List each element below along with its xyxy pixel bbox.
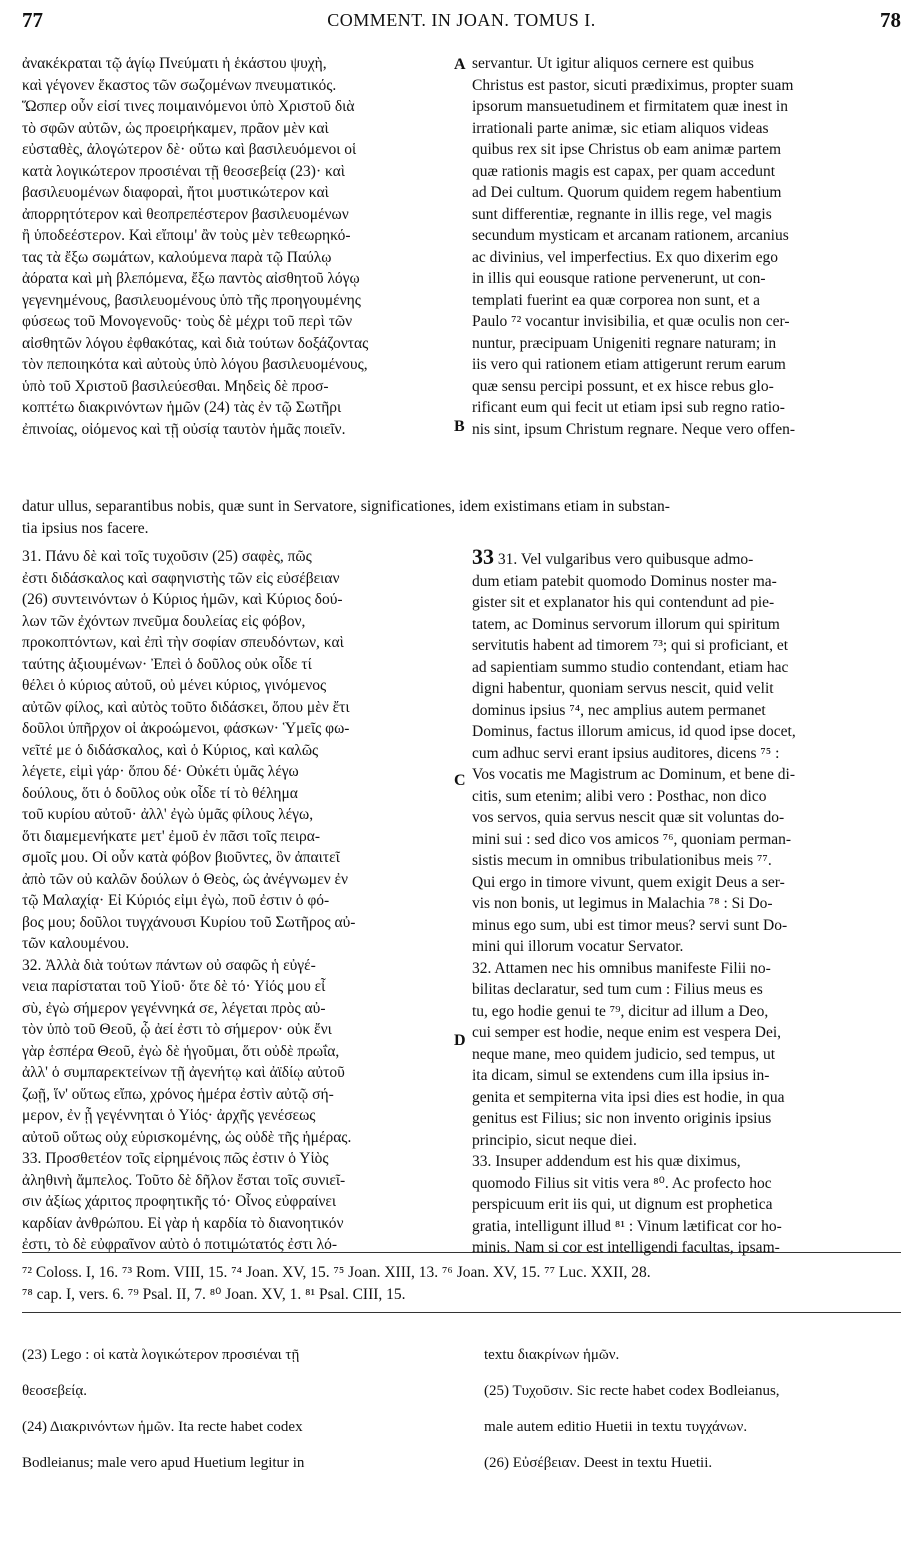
greek-text-line: προκοπτόντων, καὶ ἐπὶ τὴν σοφίαν σπευδόντων, καὶ bbox=[22, 634, 344, 651]
greek-text-line: τὸ σφῶν αὐτῶν, ὡς προειρήκαμεν, πρᾶον μὲν καὶ bbox=[22, 119, 329, 137]
latin-text-line: secundum mysticam et arcanam rationem, arcanius bbox=[472, 227, 789, 244]
latin-text-line: tu, ego hodie genui te ⁷⁹, dicitur ad illum a Deo, bbox=[472, 1002, 769, 1020]
greek-text-line: ἐστι, τὸ δὲ εὐφραῖνον αὐτὸ ὁ ποτιμώτατός ἐστι λό- bbox=[22, 1236, 338, 1253]
latin-text-line: principio, sicut neque diei. bbox=[472, 1131, 637, 1149]
latin-text-line: ac divinius, vel imperfectius. Ex quo dixerim ego bbox=[472, 248, 779, 266]
footnote-line: (24) Διακρινόντων ἡμῶν. Ita recte habet codex bbox=[22, 1419, 303, 1435]
greek-text-line: τῷ Μαλαχίᾳ· Εἰ Κύριός εἰμι ἐγὼ, ποῦ ἐστιν ὁ φό- bbox=[22, 892, 330, 909]
latin-text-line: genitus est Filius; sic non invento originis ipsius bbox=[472, 1110, 772, 1127]
greek-text-line: δούλους, ὅτι ὁ δοῦλος οὐκ οἶδε τί τὸ θέλημα bbox=[22, 784, 298, 802]
greek-text-line: κοπτέτω διακρινόντων ἡμῶν (24) τὰς ἐν τῷ Σωτῆρι bbox=[22, 399, 342, 416]
latin-text-line: neque mane, meo quidem judicio, sed tempus, ut bbox=[472, 1045, 776, 1063]
greek-text-line: σιν ἀξίως χάριτος προφητικῆς τό· Οἶνος εὐφραίνει bbox=[22, 1193, 337, 1210]
latin-text-line: templati fuerint ea quæ corporea non sunt, et a bbox=[472, 291, 760, 309]
column-number: 33 bbox=[472, 544, 494, 569]
greek-text-line: 33. Προσθετέον τοῖς εἰρημένοις πῶς ἐστιν ὁ Υἱὸς bbox=[22, 1150, 329, 1167]
greek-text-line: ἐστι διδάσκαλος καὶ σαφηνιστὴς τῶν εἰς εὐσέβειαν bbox=[22, 569, 340, 587]
latin-text-line: Paulo ⁷² vocantur invisibilia, et quæ oculis non cer- bbox=[472, 313, 790, 330]
latin-text-line: mini qui illorum vocatur Servator. bbox=[472, 938, 684, 955]
greek-text-line: ἀληθινὴ ἄμπελος. Τοῦτο δὲ δῆλον ἔσται τοῖς συνιεῖ- bbox=[22, 1171, 346, 1189]
footnote-line: (23) Lego : οἱ κατὰ λογικώτερον προσιέναι τῇ bbox=[22, 1347, 300, 1363]
latin-text-line: irrationali parte animæ, sic etiam aliquos videas bbox=[472, 119, 769, 137]
latin-text-line: dum etiam patebit quomodo Dominus noster ma- bbox=[472, 572, 777, 590]
footnotes-left bbox=[22, 1330, 452, 1489]
greek-text-line: ἐπινοίας, οἰόμενος καὶ τῇ οὐσίᾳ ταυτὸν ἡμᾶς ποιεῖν. bbox=[22, 420, 346, 438]
greek-text-line: τας τὰ ἔξω σωμάτων, καλούμενα παρὰ τῷ Παύλῳ bbox=[22, 248, 332, 266]
notes-divider bbox=[22, 1252, 901, 1253]
greek-text-line: τὸν ὑπὸ τοῦ Θεοῦ, ᾧ ἀεί ἐστι τὸ σήμερον· οὐκ ἔνι bbox=[22, 1021, 332, 1038]
latin-text-line: quæ rationis magis est capax, per quam accedunt bbox=[472, 162, 776, 180]
latin-text-line: sistis mecum in omnibus tribulationibus meis ⁷⁷. bbox=[472, 852, 772, 869]
greek-text-line: θέλει ὁ κύριος αὐτοῦ, οὐ μένει κύριος, γινόμενος bbox=[22, 677, 327, 694]
latin-text-line: minis. Nam si cor est intelligendi facultas, ipsam- bbox=[472, 1239, 780, 1256]
running-title: COMMENT. IN JOAN. TOMUS I. bbox=[327, 10, 596, 30]
latin-text-line: servantur. Ut igitur aliquos cernere est quibus bbox=[472, 55, 754, 72]
latin-text-line: Vos vocatis me Magistrum ac Dominum, et bene di- bbox=[472, 766, 796, 783]
latin-text-line: gister sit et explanator his qui contendunt ad pie- bbox=[472, 594, 775, 611]
greek-column-top bbox=[22, 53, 452, 440]
latin-text-line: rificant eum qui fecit ut etiam ipsi sub regno ratio- bbox=[472, 399, 785, 416]
greek-text-line: αὐτοῦ οὕτως οὐχ εὑρισκομένης, ὡς οὐδὲ τῆς ἡμέρας. bbox=[22, 1128, 352, 1146]
greek-text-line: ἀόρατα καὶ μὴ βλεπόμενα, ἔξω παντὸς αἰσθητοῦ λόγῳ bbox=[22, 270, 360, 287]
greek-text-line: γὰρ ἑσπέρα Θεοῦ, ἐγὼ δὲ ἡγοῦμαι, ὅτι οὐδὲ πρωΐα, bbox=[22, 1042, 340, 1060]
latin-text-line: tatem, ac Dominus servorum illorum qui spiritum bbox=[472, 615, 780, 633]
footnote-line: textu διακρίνων ἡμῶν. bbox=[484, 1347, 620, 1363]
latin-text-line: iis vero qui rationem etiam attigerunt rerum earum bbox=[472, 356, 786, 373]
latin-text-line: ita dicam, simul se extendens cum illa ipsius in- bbox=[472, 1067, 770, 1084]
latin-text-line: digni habentur, quoniam servus nescit, quid velit bbox=[472, 680, 774, 697]
greek-text-line: τῶν καλουμένου. bbox=[22, 935, 130, 952]
latin-column-mid bbox=[472, 546, 897, 1259]
greek-text-line: βος μου; δοῦλοι τυγχάνουσι Κυρίου τοῦ Σωτῆρος αὐ- bbox=[22, 913, 356, 931]
greek-text-line: κατὰ λογικώτερον προσιέναι τῇ θεοσεβείᾳ (23)· καὶ bbox=[22, 162, 345, 180]
greek-text-line: ὅτι διαμεμενήκατε μετ' ἐμοῦ ἐν πᾶσι τοῖς πειρα- bbox=[22, 827, 321, 845]
latin-text-line: cui semper est hodie, neque enim est vespera Dei, bbox=[472, 1024, 782, 1041]
greek-column-mid bbox=[22, 546, 452, 1256]
margin-letter-b: B bbox=[454, 418, 465, 435]
latin-text-line: ipsorum mansuetudinem et firmitatem quæ inest in bbox=[472, 98, 788, 115]
latin-text-line: genita et sempiterna vita ipsi dies est hodie, in qua bbox=[472, 1088, 785, 1106]
full-width-text bbox=[22, 496, 897, 539]
page-number-left: 77 bbox=[22, 8, 43, 32]
page-number-right: 78 bbox=[880, 8, 901, 32]
greek-text-line: ταύτης ἀξιουμένων· Ἐπεὶ ὁ δοῦλος οὐκ οἶδε τί bbox=[22, 655, 312, 673]
latin-text-line: vos servos, quia servus nescit quæ sit voluntas do- bbox=[472, 809, 785, 826]
greek-text-line: τὸν πεποιηκότα καὶ αὐτοὺς ὑπὸ λόγου βασιλευομένους, bbox=[22, 356, 368, 373]
greek-text-line: σὺ, ἐγὼ σήμερον γεγέννηκά σε, λέγεται πρὸς αὐ- bbox=[22, 999, 326, 1017]
greek-text-line: ὑπὸ τοῦ Χριστοῦ βασιλεύεσθαι. Μηδεὶς δὲ προσ- bbox=[22, 377, 329, 395]
latin-text-line: minus ego sum, ubi est timor meus? servi sunt Do- bbox=[472, 916, 788, 934]
latin-text-line: 32. Attamen nec his omnibus manifeste Filii no- bbox=[472, 959, 771, 977]
greek-text-line: καὶ γέγονεν ἕκαστος τῶν σωζομένων πνευματικός. bbox=[22, 76, 337, 94]
greek-text-line: αἰσθητῶν λόγου ἐφθακότας, καὶ διὰ τούτων δοξάζοντας bbox=[22, 334, 369, 352]
footnote-line: (25) Τυχοῦσιν. Sic recte habet codex Bodleianus, bbox=[484, 1383, 780, 1399]
greek-text-line: ἢ ὑποδεέστερον. Καὶ εἴποιμ' ἂν τοὺς μὲν τεθεωρηκό- bbox=[22, 227, 351, 244]
latin-text-line: bilitas declaratur, sed tum cum : Filius meus es bbox=[472, 981, 763, 998]
greek-text-line: λων τῶν ἐχόντων πνεῦμα δουλείας εἰς φόβον, bbox=[22, 612, 306, 630]
footnotes-divider bbox=[22, 1312, 901, 1313]
reference-line-1: ⁷² Coloss. I, 16. ⁷³ Rom. VIII, 15. ⁷⁴ Joan. XV, 15. ⁷⁵ Joan. XIII, 13. ⁷⁶ Joan. XV, 15. ⁷⁷ Luc. XXII, 28. bbox=[22, 1264, 651, 1281]
greek-text-line: καρδίαν ἀνθρώπου. Εἰ γὰρ ἡ καρδία τὸ διανοητικόν bbox=[22, 1214, 344, 1232]
greek-text-line: λέγετε, εἰμὶ γάρ· ὅπου δέ· Οὐκέτι ὑμᾶς λέγω bbox=[22, 763, 299, 780]
greek-text-line: εὐσταθὲς, ἀλογώτερον δὲ· οὕτω καὶ βασιλευόμενοι οἱ bbox=[22, 141, 357, 158]
latin-text-line: cum adhuc servi erant ipsius auditores, dicens ⁷⁵ : bbox=[472, 744, 780, 762]
margin-letter-d: D bbox=[454, 1032, 466, 1049]
greek-text-line: ζωῇ, ἵν' οὕτως εἴπω, χρόνος ἡμέρα ἐστὶν αὐτῷ σή- bbox=[22, 1085, 334, 1103]
latin-text-line: Dominus, factus illorum amicus, id quod ipse docet, bbox=[472, 723, 796, 740]
latin-text-line: quomodo Filius sit vitis vera ⁸⁰. Ac profecto hoc bbox=[472, 1174, 772, 1192]
greek-text-line: νεια παρίσταται τοῦ Υἱοῦ· ὅτε δὲ τό· Υἱός μου εἶ bbox=[22, 978, 326, 995]
reference-line-2: ⁷⁸ cap. I, vers. 6. ⁷⁹ Psal. II, 7. ⁸⁰ Joan. XV, 1. ⁸¹ Psal. CIII, 15. bbox=[22, 1286, 406, 1303]
footnote-line: Bodleianus; male vero apud Huetium legitur in bbox=[22, 1455, 305, 1471]
latin-text-line: ad sapientiam summo studio contendant, etiam hac bbox=[472, 658, 789, 676]
greek-text-line: Ὥσπερ οὖν εἰσί τινες ποιμαινόμενοι ὑπὸ Χριστοῦ διὰ bbox=[22, 98, 355, 115]
greek-text-line: (26) συντεινόντων ὁ Κύριος ἡμῶν, καὶ Κύριος δού- bbox=[22, 591, 343, 608]
latin-text-line: nuntur, præcipuam Unigeniti regnare naturam; in bbox=[472, 334, 777, 352]
greek-text-line: σμοῖς μου. Οἱ οὖν κατὰ φόβον βιοῦντες, ὃν ἀπαιτεῖ bbox=[22, 849, 340, 866]
latin-text-line: 31. Vel vulgaribus vero quibusque admo- bbox=[497, 551, 754, 568]
latin-text-line: Qui ergo in timore vivunt, quem exigit Deus a ser- bbox=[472, 873, 785, 891]
latin-text-line: citis, sum etenim; alibi vero : Posthac, non dico bbox=[472, 787, 767, 805]
greek-text-line: βασιλευομένων διαφοραὶ, ἤτοι μυστικώτερον καὶ bbox=[22, 184, 329, 201]
latin-text-line: quæ sensu percipi possunt, et ex hisce rebus glo- bbox=[472, 377, 774, 395]
greek-text-line: αὐτῶν φίλος, καὶ αὐτὸς τοῦτο διδάσκει, ὅπου μὲν ἔτι bbox=[22, 698, 350, 716]
latin-column-top bbox=[472, 53, 897, 440]
latin-text-line: nis sint, ipsum Christum regnare. Neque vero offen- bbox=[472, 420, 795, 438]
greek-text-line: 32. Ἀλλὰ διὰ τούτων πάντων οὐ σαφῶς ἡ εὐγέ- bbox=[22, 956, 316, 974]
margin-letter-c: C bbox=[454, 772, 466, 789]
latin-text-line: vis non bonis, ut legimus in Malachia ⁷⁸ : Si Do- bbox=[472, 895, 773, 912]
latin-text-line: 33. Insuper addendum est his quæ diximus, bbox=[472, 1153, 741, 1170]
footnotes-right bbox=[484, 1330, 897, 1489]
latin-text-line: gratia, intelligunt illud ⁸¹ : Vinum lætificat cor ho- bbox=[472, 1217, 782, 1235]
greek-text-line: τοῦ κυρίου αὐτοῦ· ἀλλ' ἐγὼ ὑμᾶς φίλους λέγω, bbox=[22, 806, 314, 823]
latin-text-line: servitutis habent ad timorem ⁷³; qui si proficiant, et bbox=[472, 637, 789, 654]
latin-text-line: mini sui : sed dico vos amicos ⁷⁶, quoniam perman- bbox=[472, 830, 792, 848]
greek-text-line: ἀνακέκραται τῷ ἁγίῳ Πνεύματι ἡ ἑκάστου ψυχὴ, bbox=[22, 55, 327, 72]
footnote-line: (26) Εὐσέβειαν. Deest in textu Huetii. bbox=[484, 1455, 713, 1471]
latin-text-line: dominus ipsius ⁷⁴, nec amplius autem permanet bbox=[472, 701, 766, 719]
footnote-line: θεοσεβείᾳ. bbox=[22, 1383, 87, 1399]
page-header bbox=[22, 8, 901, 38]
greek-text-line: γεγενημένους, βασιλευομένους ὑπὸ τῆς προηγουμένης bbox=[22, 291, 361, 309]
greek-text-line: δοῦλοι ὑπῆρχον οἱ ἀκροώμενοι, φάσκων· Ὑμεῖς φω- bbox=[22, 720, 350, 737]
latin-text-line: Christus est pastor, sicuti prædiximus, propter suam bbox=[472, 76, 794, 94]
greek-text-line: ἀπορρητότερον καὶ θεοπρεπέστερον βασιλευομένων bbox=[22, 205, 349, 223]
margin-letter-a: A bbox=[454, 56, 466, 73]
latin-text-line: quibus rex sit ipse Christus ob eam animæ partem bbox=[472, 141, 782, 158]
latin-text-line: sunt differentiæ, regnante in illis rege, vel magis bbox=[472, 205, 772, 223]
greek-text-line: φύσεως τοῦ Μονογενοῦς· τοὺς δὲ μέχρι τοῦ περὶ τῶν bbox=[22, 313, 353, 330]
greek-text-line: μερον, ἐν ᾗ γεγέννηται ὁ Υἱός· ἀρχῆς γενέσεως bbox=[22, 1107, 316, 1124]
footnote-line: male autem editio Huetii in textu τυγχάνων. bbox=[484, 1419, 748, 1435]
greek-text-line: ἀλλ' ὁ συμπαρεκτείνων τῇ ἀγενήτῳ καὶ ἀϊδίῳ αὐτοῦ bbox=[22, 1064, 345, 1081]
greek-text-line: νεῖτέ με ὁ διδάσκαλος, καὶ ὁ Κύριος, καὶ καλῶς bbox=[22, 741, 319, 759]
latin-text-line: ad Dei cultum. Quorum quidem regem habentium bbox=[472, 184, 782, 201]
greek-text-line: 31. Πάνυ δὲ καὶ τοῖς τυχοῦσιν (25) σαφὲς, πῶς bbox=[22, 548, 312, 565]
full-width-line: datur ullus, separantibus nobis, quæ sunt in Servatore, significationes, idem existimans etiam in substan- bbox=[22, 498, 670, 515]
latin-text-line: in illis qui eousque ratione pervenerunt, ut con- bbox=[472, 270, 766, 287]
full-width-line: tia ipsius nos facere. bbox=[22, 519, 149, 537]
latin-text-line: perspicuum erit iis qui, ut dignum est prophetica bbox=[472, 1196, 773, 1213]
greek-text-line: ἀπὸ τῶν οὐ καλῶν δούλων ὁ Θεὸς, ὡς ἀνέγνωμεν ἐν bbox=[22, 870, 349, 888]
